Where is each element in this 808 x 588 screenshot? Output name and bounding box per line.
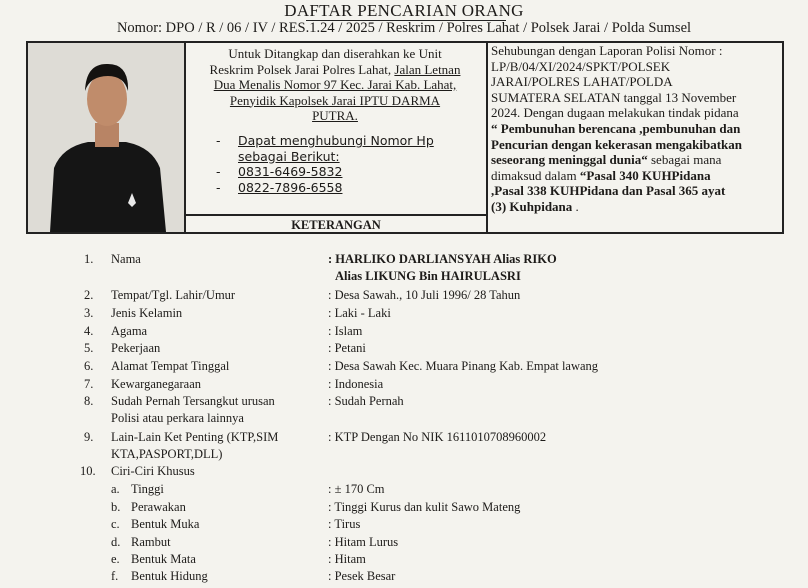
report-text: sebagai mana (647, 152, 722, 168)
item-value: : Tirus (328, 517, 361, 531)
item-value: : Islam (328, 324, 363, 338)
contact-item (214, 180, 474, 196)
instruction-text: Reskrim Polsek Jarai Polres Lahat, (209, 61, 395, 77)
item-value: : Tinggi Kurus dan kulit Sawo Mateng (328, 500, 521, 514)
item-number: 3. (84, 306, 94, 320)
report-line (491, 168, 783, 184)
bullet: - (216, 164, 221, 179)
item-label: Agama (111, 324, 148, 338)
item-value: : ± 170 Cm (328, 482, 385, 496)
item-letter: b. (111, 500, 121, 514)
item-value: : Laki - Laki (328, 306, 391, 320)
report-line: 2024. Dengan dugaan melakukan tindak pidana (491, 105, 739, 121)
report-text: (3) Kuhpidana (491, 198, 573, 214)
item-value: : Indonesia (328, 377, 384, 391)
instruction-line: Penyidik Kapolsek Jarai IPTU DARMA (229, 92, 441, 108)
report-line (491, 199, 783, 215)
divider (486, 41, 488, 234)
item-label: Rambut (131, 535, 171, 549)
item-label: Pekerjaan (111, 341, 161, 355)
item-value: Alias LIKUNG Bin HAIRULASRI (335, 269, 521, 283)
item-label: Tinggi (131, 482, 164, 496)
bullet: - (216, 133, 221, 148)
item-number: 9. (84, 430, 94, 444)
item-number: 1. (84, 252, 94, 266)
item-label: Nama (111, 252, 141, 266)
item-label: Lain-Lain Ket Penting (KTP,SIM (111, 430, 279, 444)
contact-item (214, 164, 474, 180)
divider (184, 41, 186, 234)
report-line: JARAI/POLRES LAHAT/POLDA (491, 74, 673, 90)
item-label: Bentuk Muka (131, 517, 200, 531)
contact-item (214, 149, 474, 165)
suspect-photo (28, 43, 184, 232)
item-label: Tempat/Tgl. Lahir/Umur (111, 288, 236, 302)
report-text: . (572, 198, 579, 214)
item-label: Bentuk Mata (131, 552, 196, 566)
item-label: Bentuk Hidung (131, 569, 208, 583)
report-text: “Pasal 340 KUHPidana (579, 167, 711, 183)
item-letter: e. (111, 552, 120, 566)
item-value: : Hitam Lurus (328, 535, 399, 549)
instruction-line: PUTRA. (312, 108, 358, 123)
document-number: Nomor: DPO / R / 06 / IV / RES.1.24 / 2025 / Reskrim / Polres Lahat / Polsek Jarai / Polda Sumsel (116, 20, 692, 36)
item-value: : Desa Sawah., 10 Juli 1996/ 28 Tahun (328, 288, 521, 302)
contact-item (214, 133, 474, 149)
divider (184, 214, 487, 216)
report-text: seseorang meninggal dunia“ (491, 152, 648, 168)
phone-number: 0831-6469-5832 (238, 164, 343, 179)
report-line: LP/B/04/XI/2024/SPKT/POLSEK (491, 58, 671, 74)
instruction-text: Jalan Letnan (394, 61, 461, 77)
item-value: : Desa Sawah Kec. Muara Pinang Kab. Empat lawang (328, 359, 599, 373)
item-value: : Sudah Pernah (328, 394, 404, 408)
bullet: - (216, 179, 221, 195)
item-label: Kewarganegaraan (111, 377, 201, 391)
item-value: : Pesek Besar (328, 569, 396, 583)
item-number: 7. (84, 377, 94, 391)
item-value: : HARLIKO DARLIANSYAH Alias RIKO (328, 252, 557, 266)
instruction-line: Dua Menalis Nomor 97 Kec. Jarai Kab. Lahat, (213, 77, 457, 92)
report-line (491, 152, 783, 168)
item-number: 4. (84, 324, 94, 338)
item-label: Polisi atau perkara lainnya (111, 411, 244, 425)
report-line: Sehubungan dengan Laporan Polisi Nomor : (491, 43, 723, 58)
item-label: Perawakan (131, 500, 186, 514)
item-number: 6. (84, 359, 94, 373)
item-label: Sudah Pernah Tersangkut urusan (111, 394, 275, 408)
keterangan-label: KETERANGAN (291, 218, 381, 232)
report-text: dimaksud dalam (491, 167, 580, 183)
item-value: : Petani (328, 341, 366, 355)
report-line: SUMATERA SELATAN tanggal 13 November (491, 89, 737, 105)
item-number: 5. (84, 341, 94, 355)
contact-text: sebagai Berikut: (238, 148, 340, 164)
contact-text: Dapat menghubungi Nomor Hp (238, 133, 434, 148)
item-label: Alamat Tempat Tinggal (111, 359, 230, 373)
contact-list (214, 133, 474, 195)
report-line: ,Pasal 338 KUHPidana dan Pasal 365 ayat (491, 183, 726, 199)
police-report-text (491, 43, 783, 215)
person-portrait-icon (28, 43, 184, 232)
instruction-line (190, 62, 480, 78)
report-line: Pencurian dengan kekerasan mengakibatkan (491, 136, 743, 152)
item-letter: a. (111, 482, 120, 496)
item-letter: d. (111, 535, 121, 549)
item-label: KTA,PASPORT,DLL) (111, 447, 223, 461)
item-label: Ciri-Ciri Khusus (111, 464, 195, 478)
item-value: : KTP Dengan No NIK 1611010708960002 (328, 430, 547, 444)
item-letter: f. (111, 569, 119, 583)
document-title: DAFTAR PENCARIAN ORANG (284, 1, 524, 20)
arrest-instructions (190, 46, 480, 124)
item-value: : Hitam (328, 552, 366, 566)
item-number: 10. (80, 464, 96, 478)
phone-number: 0822-7896-6558 (238, 179, 343, 195)
report-line: “ Pembunuhan berencana ,pembunuhan dan (491, 120, 741, 136)
item-number: 8. (84, 394, 94, 408)
item-letter: c. (111, 517, 120, 531)
item-label: Jenis Kelamin (111, 306, 183, 320)
item-number: 2. (84, 288, 94, 302)
instruction-line: Untuk Ditangkap dan diserahkan ke Unit (228, 46, 442, 61)
